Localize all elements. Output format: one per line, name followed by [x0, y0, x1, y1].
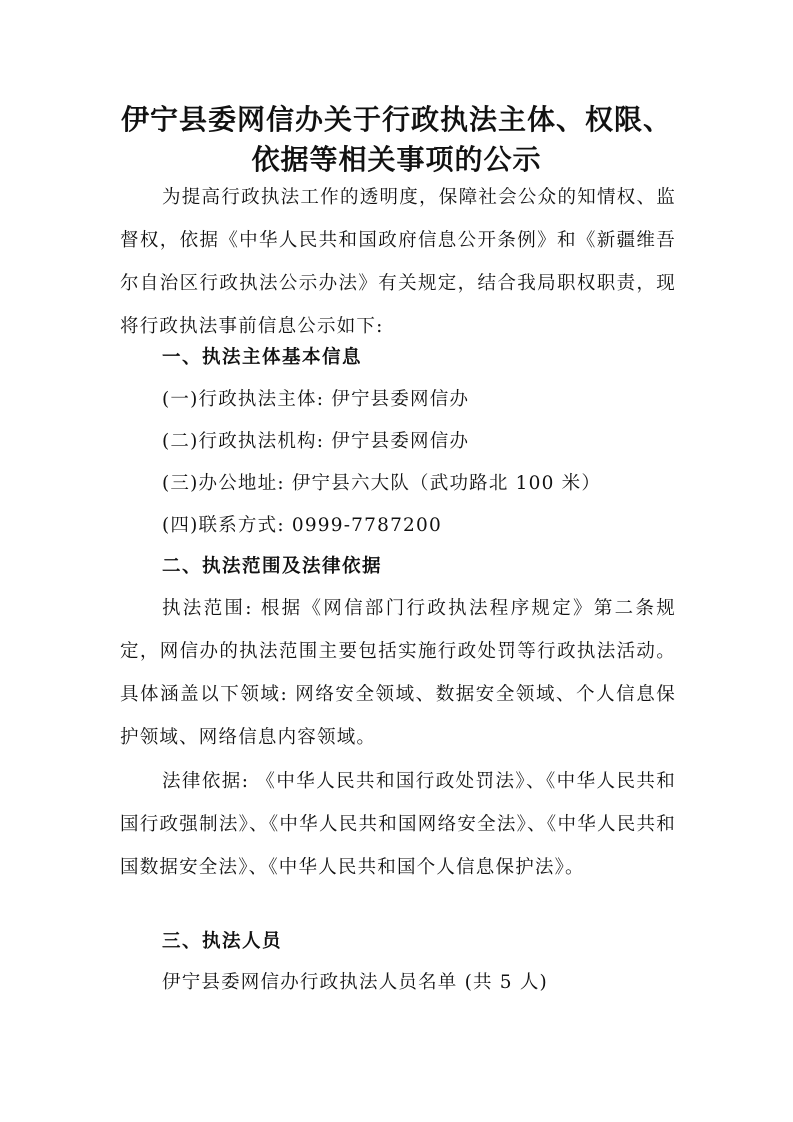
section-2-heading: 二、执法范围及法律依据 [162, 556, 383, 577]
info-item-enforcement-agency: (二)行政执法机构: 伊宁县委网信办 [162, 431, 470, 452]
section-3-heading: 三、执法人员 [162, 931, 283, 952]
document-title-line-1: 伊宁县委网信办关于行政执法主体、权限、 [120, 103, 672, 136]
info-item-enforcement-subject: (一)行政执法主体: 伊宁县委网信办 [162, 389, 470, 410]
intro-paragraph: 为提高行政执法工作的透明度，保障社会公众的知情权、监督权，依据《中华人民共和国政府信息公开条例》和《新疆维吾尔自治区行政执法公示办法》有关规定，结合我局职权职责，现将行政执法事前信息公示如下: [120, 187, 676, 337]
legal-basis-paragraph: 法律依据: 《中华人民共和国行政处罚法》、《中华人民共和国行政强制法》、《中华人民共和国网络安全法》、《中华人民共和国数据安全法》、《中华人民共和国个人信息保护法》。 [120, 771, 676, 878]
info-item-contact-phone: (四)联系方式: 0999-7787200 [162, 515, 442, 536]
enforcement-scope-paragraph: 执法范围: 根据《网信部门行政执法程序规定》第二条规定，网信办的执法范围主要包括实施行政处罚等行政执法活动。具体涵盖以下领域: 网络安全领域、数据安全领域、个人信息保护领域、网络信息内容领域。 [120, 598, 676, 748]
document-title-line-2: 依据等相关事项的公示 [251, 143, 542, 176]
personnel-list-title: 伊宁县委网信办行政执法人员名单 (共 5 人) [162, 972, 548, 993]
info-item-office-address: (三)办公地址: 伊宁县六大队（武功路北 100 米） [162, 473, 602, 494]
section-1-heading: 一、执法主体基本信息 [162, 347, 363, 368]
